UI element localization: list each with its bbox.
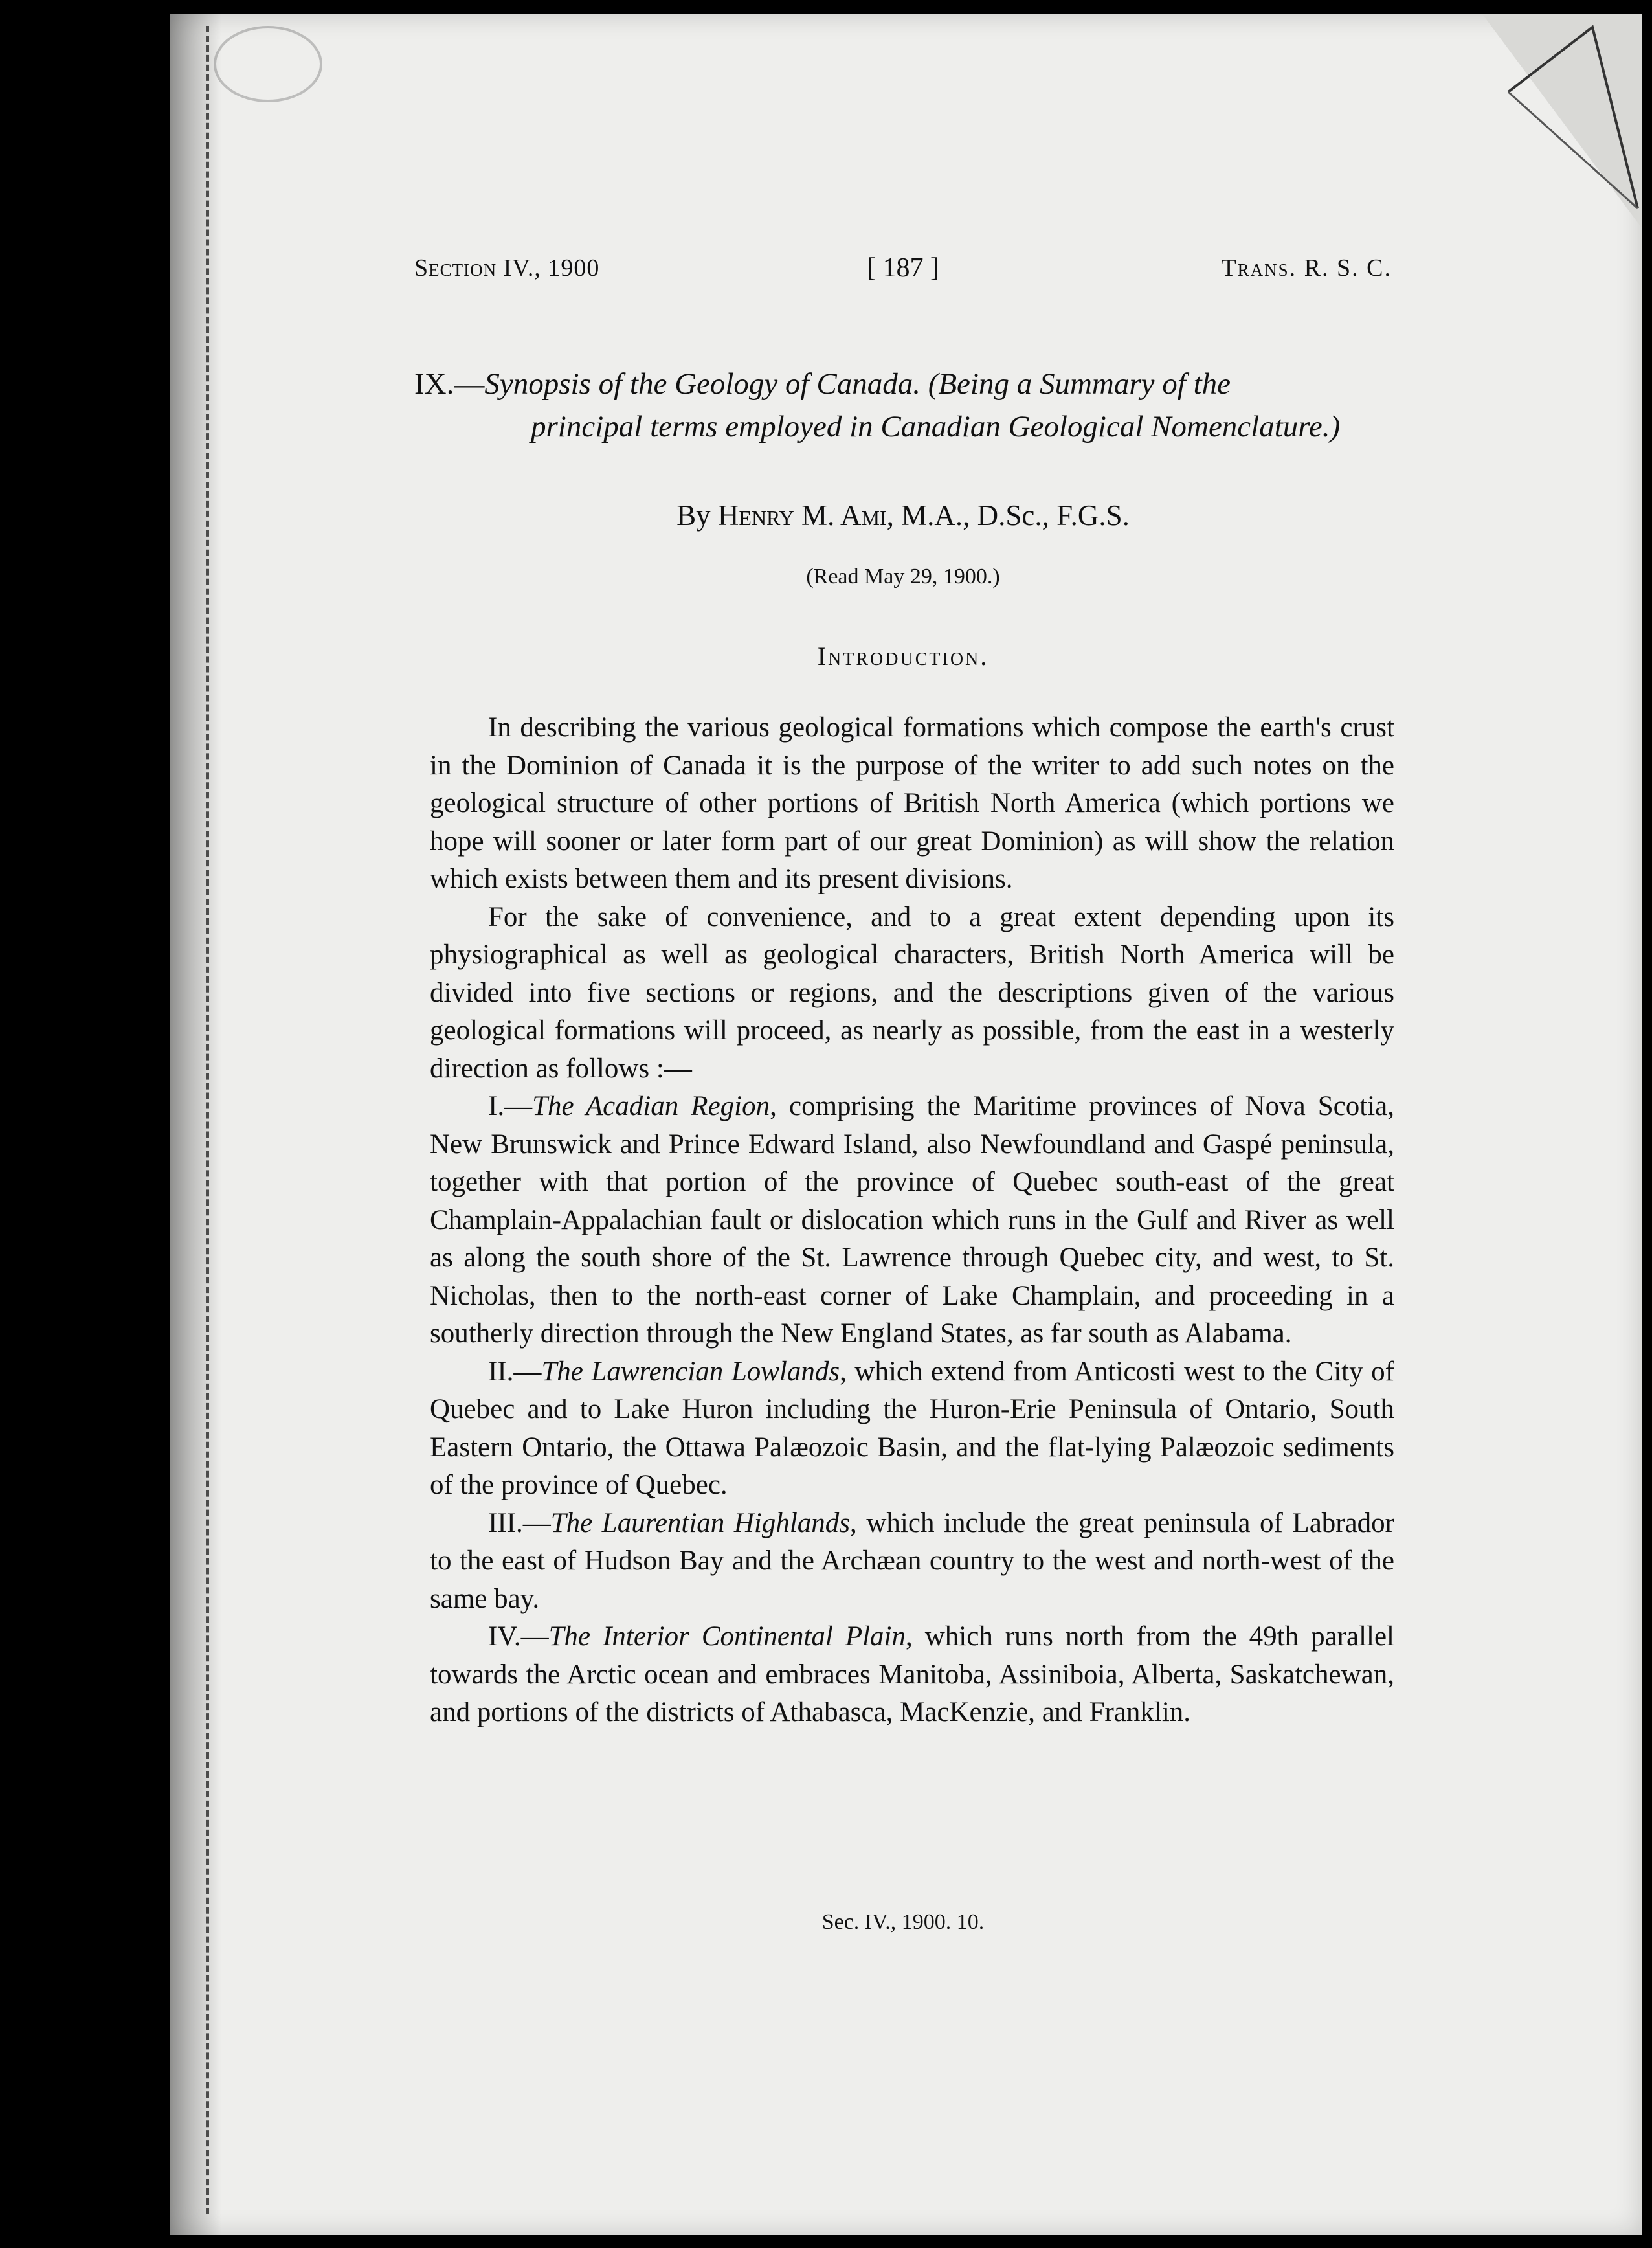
region-name: The Acadian Region xyxy=(532,1091,770,1121)
region-description: , comprising the Maritime provinces of Nova Scotia, New Brunswick and Prince Edward Island, also Newfoundland and Gaspé peninsula, together with that portion of the province of Quebec south-east of the great Champlain-Appalachian fault or dislocation which runs in the Gulf and River as well as along the south shore of the St. Lawrence through Quebec city, and west, to St. Nicholas, then to the north-east corner of Lake Champlain, and proceeding in a southerly direction through the New England States, as far south as Alabama. xyxy=(430,1091,1394,1349)
paragraph-region-4 xyxy=(430,1618,1394,1732)
author-name: Henry M. Ami xyxy=(717,499,887,532)
title-line-1: Synopsis of the Geology of Canada. (Being a Summary of the xyxy=(484,367,1231,401)
author-credentials: , M.A., D.Sc., F.G.S. xyxy=(886,499,1130,532)
region-number: II.— xyxy=(488,1356,542,1387)
body-text xyxy=(430,709,1394,1732)
section-heading: Introduction. xyxy=(817,642,989,671)
paragraph: In describing the various geological formations which compose the earth's crust in the Dominion of Canada it is the purpose of the writer to add such notes on the geological structure of other portions of British North America (which portions we hope will sooner or later form part of our great Dominion) as will show the relation which exists between them and its present divisions. xyxy=(430,712,1394,894)
title-line-2: principal terms employed in Canadian Geological Nomenclature.) xyxy=(531,410,1341,444)
paragraph: For the sake of convenience, and to a great extent depending upon its physiographical as well as geological characters, British North America will be divided into five sections or regions, and the descriptions given of the various geological formations will proceed, as nearly as possible, from the east in a westerly direction as follows :— xyxy=(430,901,1394,1084)
paragraph-region-3 xyxy=(430,1505,1394,1619)
paragraph-region-1 xyxy=(430,1088,1394,1353)
byline-prefix: By xyxy=(676,499,718,532)
region-description: , which runs north from the 49th parallel towards the Arctic ocean and embraces Manitoba, Assiniboia, Alberta, Saskatchewan, and portions of the districts of Athabasca, MacKenzie, and Franklin. xyxy=(430,1621,1394,1727)
read-date: (Read May 29, 1900.) xyxy=(806,565,1000,589)
region-number: III.— xyxy=(488,1507,551,1538)
paper-stain xyxy=(214,26,322,102)
paragraph-region-2 xyxy=(430,1353,1394,1505)
header-journal: Trans. R. S. C. xyxy=(1221,254,1392,282)
region-name: The Laurentian Highlands xyxy=(550,1507,851,1538)
article-number: IX.— xyxy=(414,367,485,401)
region-number: I.— xyxy=(488,1091,533,1121)
region-name: The Lawrencian Lowlands xyxy=(541,1356,840,1387)
header-section: Section IV., 1900 xyxy=(414,254,600,282)
region-description: , which extend from Anticosti west to the City of Quebec and to Lake Huron including the Huron-Erie Peninsula of Ontario, South Eastern Ontario, the Ottawa Palæozoic Basin, and the flat-lying Palæozoic sediments of the province of Quebec. xyxy=(430,1356,1394,1500)
article-title xyxy=(414,363,1392,448)
byline xyxy=(414,499,1392,532)
page-number: [ 187 ] xyxy=(867,253,939,283)
region-name: The Interior Continental Plain xyxy=(548,1621,906,1652)
region-number: IV.— xyxy=(488,1621,549,1652)
binding-stitches xyxy=(206,26,222,2214)
signature-mark: Sec. IV., 1900. 10. xyxy=(821,1910,985,1934)
folded-corner xyxy=(1482,14,1642,228)
region-description: , which include the great peninsula of Labrador to the east of Hudson Bay and the Archæan country to the west and north-west of the same bay. xyxy=(430,1507,1394,1614)
running-header xyxy=(414,254,1392,293)
